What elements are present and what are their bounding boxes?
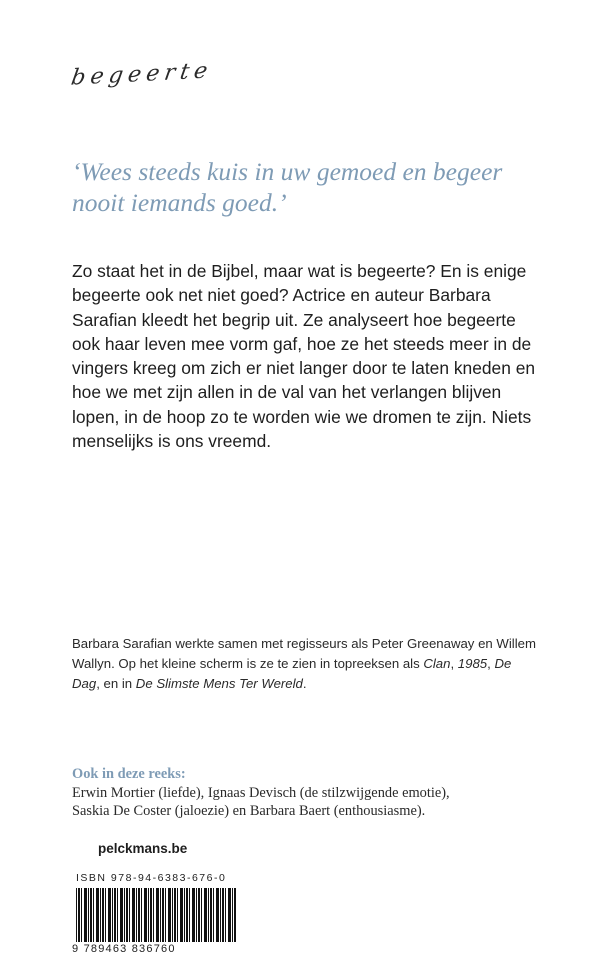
series-heading: Ook in deze reeks: <box>72 766 186 782</box>
series-list <box>72 765 552 821</box>
bio-end: . <box>302 676 307 691</box>
book-description: Zo staat het in de Bijbel, maar wat is begeerte? En is enige begeerte ook net niet goed? Actrice en auteur Barbara Sarafian kleedt het begrip uit. Ze analyseert hoe begeerte ook haar leven mee vorm gaf, hoe ze het steeds meer in de vingers kreeg om zich er niet langer door te laten kneden en hoe we met zijn allen in de val van het verlangen blijven lopen, in de hoop zo te worden wie we dromen te zijn. Niets menselijks is ons vreemd. <box>72 261 536 452</box>
bio-separator: , en in <box>96 676 136 691</box>
series-line: Saskia De Coster (jaloezie) en Barbara Baert (enthousiasme). <box>72 803 426 820</box>
barcode-icon <box>76 888 236 946</box>
bio-show-clan: Clan <box>423 656 451 671</box>
author-bio <box>72 634 542 694</box>
bio-show-1985: 1985 <box>457 656 488 671</box>
series-line: Erwin Mortier (liefde), Ignaas Devisch (de stilzwijgende emotie), <box>72 784 450 801</box>
bio-intro: Barbara Sarafian werkte samen met regisseurs als Peter Greenaway en Willem Wallyn. Op het kleine scherm is ze te zien in topreeksen als <box>72 636 536 671</box>
isbn-label: ISBN 978-94-6383-676-0 <box>76 872 227 884</box>
series-logo: begeerte <box>69 58 215 91</box>
bio-show-slimste-mens: De Slimste Mens Ter Wereld <box>135 676 303 691</box>
bio-separator: , <box>450 656 458 671</box>
bio-show-de-dag: De Dag <box>72 656 512 691</box>
bio-separator: , <box>487 656 495 671</box>
barcode-digits: 9 789463 836760 <box>72 942 240 956</box>
bible-quote: ‘Wees steeds kuis in uw gemoed en begeer nooit iemands goed.’ <box>72 157 503 217</box>
publisher-website: pelckmans.be <box>98 841 188 856</box>
